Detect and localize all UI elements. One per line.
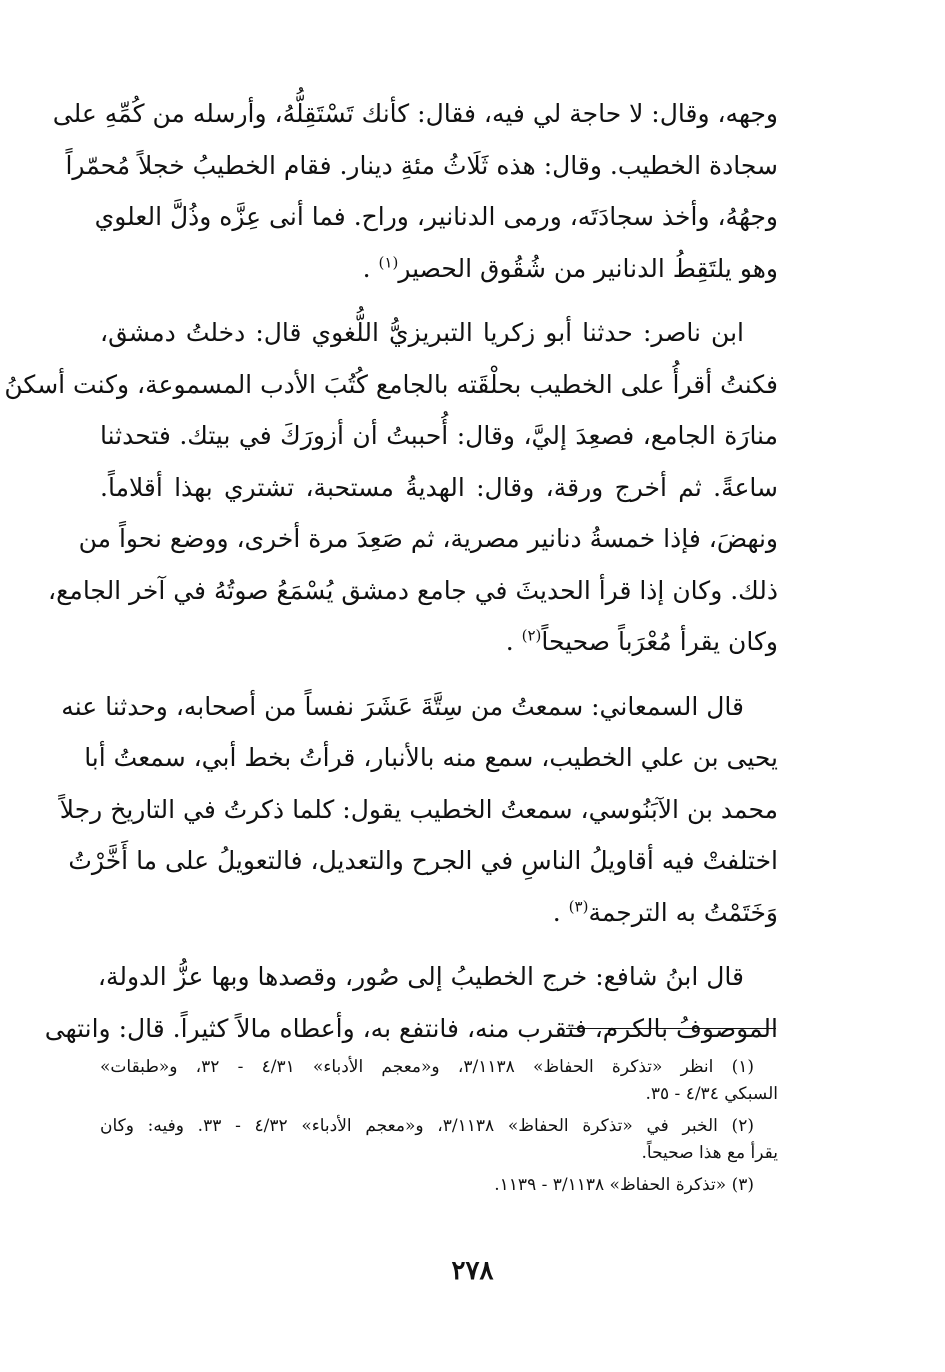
footnote-mark: (٣)	[568, 897, 589, 916]
text-span: وَخَتَمْتُ به الترجمة	[588, 897, 778, 927]
text-line	[100, 243, 778, 295]
paragraph-1	[52, 88, 778, 294]
text-line: ابن ناصر: حدثنا أبو زكريا التبريزيُّ اللُّغوي قال: دخلتُ دمشق،	[100, 318, 744, 347]
text-line: فكنتُ أقرأُ على الخطيب بحلْقَته بالجامع كُتُبَ الأدب المسموعة، وكنت أسكنُ	[4, 369, 778, 399]
footnote-line: السبكي ٤/٣٤ - ٣٥.	[645, 1083, 778, 1104]
text-line: ذلك. وكان إذا قرأ الحديثَ في جامع دمشق يُسْمَعُ صوتُهُ في آخر الجامع،	[48, 575, 778, 605]
text-line: قال ابنُ شافع: خرج الخطيبُ إلى صُور، وقصدها وبها عزُّ الدولة،	[97, 962, 744, 991]
paragraph-4	[44, 951, 778, 1054]
footnote-2	[100, 1113, 778, 1166]
text-line: قال السمعاني: سمعتُ من سِتَّةَ عَشَرَ نفساً من أصحابه، وحدثنا عنه	[61, 691, 744, 721]
footnote-line: (١) انظر «تذكرة الحفاظ» ٣/١١٣٨، و«معجم الأدباء» ٤/٣١ - ٣٢، و«طبقات»	[100, 1057, 754, 1077]
text-line: يحيى بن علي الخطيب، سمع منه بالأنبار، قرأتُ بخط أبي، سمعتُ أبا	[84, 743, 778, 772]
footnote-mark: (٢)	[521, 626, 542, 645]
text-line: اختلفتْ فيه أقاويلُ الناسِ في الجرح والتعديل، فالتعويلُ على ما أَخَّرْتُ	[68, 846, 778, 875]
footnote-3	[100, 1172, 778, 1199]
text-line: سجادة الخطيب. وقال: هذه ثَلَاثُ مئةِ دينار. فقام الخطيبُ خجلاً مُحمّراً	[65, 150, 778, 180]
text-span: .	[552, 897, 569, 927]
text-line	[100, 616, 778, 668]
footnote-line: (٣) «تذكرة الحفاظ» ٣/١١٣٨ - ١١٣٩.	[494, 1175, 754, 1195]
text-span: وهو يلتَقِطُ الدنانير من شُقُوق الحصير	[398, 253, 778, 283]
footnote-1	[100, 1054, 778, 1107]
text-line: ساعةً. ثم أخرج ورقة، وقال: الهديةُ مستحبة، تشتري بهذا أقلاماً.	[100, 472, 778, 502]
text-line: الموصوفُ بالكرم، فتقرب منه، فانتفع به، وأعطاه مالاً كثيراً. قال: وانتهى	[44, 1013, 778, 1043]
footnote-line: يقرأ مع هذا صحيحاً.	[641, 1142, 778, 1163]
paragraph-3	[59, 681, 778, 939]
main-text	[4, 88, 778, 1054]
text-span: .	[362, 253, 379, 283]
text-line: محمد بن الآبَنُوسي، سمعتُ الخطيب يقول: كلما ذكرتُ في التاريخ رجلاً	[59, 794, 778, 824]
page-number: ٢٧٨	[451, 1256, 494, 1286]
paragraph-2	[4, 307, 778, 668]
footnote-mark: (١)	[378, 253, 399, 272]
text-span: وكان يقرأ مُعْرَباً صحيحاً	[541, 627, 778, 656]
text-line: ونهضَ، فإذا خمسةُ دنانير مصرية، ثم صَعِدَ مرة أخرى، ووضع نحواً من	[78, 524, 778, 553]
footnote-line: (٢) الخبر في «تذكرة الحفاظ» ٣/١١٣٨، و«معجم الأدباء» ٤/٣٢ - ٣٣. وفيه: وكان	[100, 1116, 754, 1136]
text-line: منارَة الجامع، فصعِدَ إليَّ، وقال: أُحببتُ أن أزورَكَ في بيتك. فتحدثنا	[100, 421, 778, 450]
text-span: .	[505, 627, 522, 656]
text-line	[100, 887, 778, 939]
text-line: وجهُهُ، وأخذ سجادَتَه، ورمى الدنانير، وراح. فما أنى عِزَّه وذُلَّ العلوي	[94, 202, 778, 231]
footnote-divider	[566, 1028, 776, 1029]
text-line: وجهه، وقال: لا حاجة لي فيه، فقال: كأنك تَسْتَقِلُّهُ، وأرسله من كُمِّهِ على	[52, 99, 778, 128]
footnotes	[100, 1054, 778, 1199]
